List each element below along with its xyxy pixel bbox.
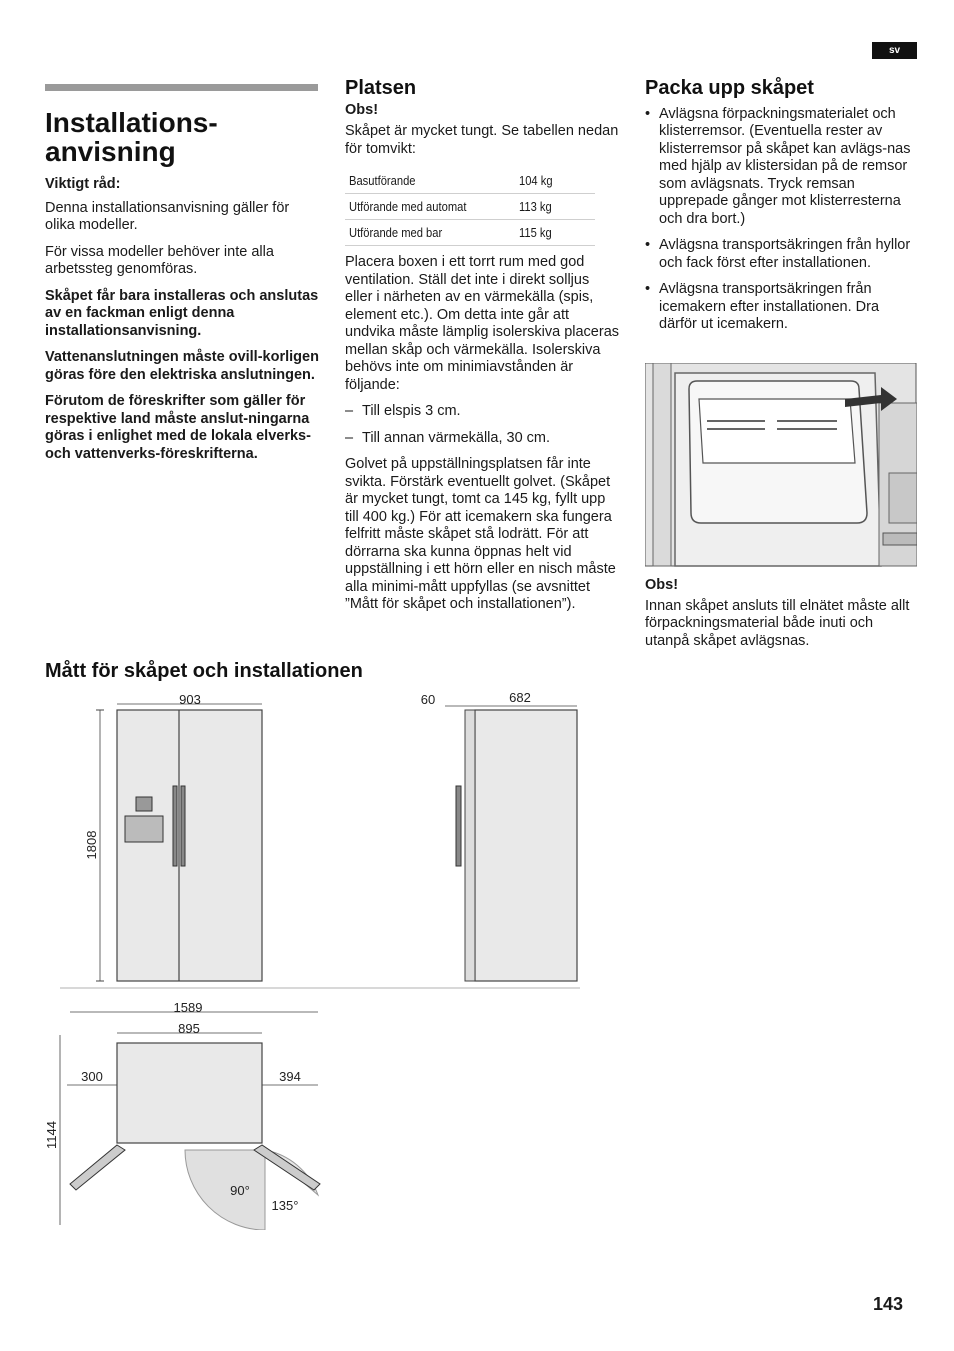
page-title-line1: Installations-	[45, 107, 218, 138]
list-item: • Avlägsna transportsäkringen från icemakern efter installationen. Dra därför ut icemakern.	[645, 281, 920, 334]
dimensions-diagram	[40, 690, 585, 1230]
icemaker-illustration	[645, 363, 917, 567]
language-tag: sv	[872, 42, 917, 59]
dim-inner-width: 895	[178, 1021, 200, 1036]
dim-width: 903	[179, 692, 201, 707]
unpack-section	[645, 77, 920, 343]
fridge-top	[117, 1043, 262, 1143]
table-row	[345, 168, 595, 194]
advice-para-2: För vissa modeller behöver inte alla arbetssteg genomföras.	[45, 243, 274, 277]
distance-list	[345, 403, 620, 447]
table-row	[345, 194, 595, 220]
dispenser-icon	[125, 816, 163, 842]
unpack-obs	[645, 577, 920, 650]
location-obs: Obs!	[345, 101, 379, 118]
table-cell-value: 104 kg	[519, 172, 553, 188]
advice-para-1: Denna installationsanvisning gäller för olika modeller.	[45, 199, 290, 233]
weight-table	[345, 168, 595, 246]
dim-depth: 682	[509, 690, 531, 705]
location-para-2: Golvet på uppställningsplatsen får inte svikta. Förstärk eventuellt golvet. (Skåpet är mycket tungt, tomt ca 145 kg, fyllt upp till 400 kg.) För att icemakern ska fungera felfritt måste skåpet stå lodrätt. För att dörrarna ska kunna öppnas helt vid uppställning i ett hörn eller en nisch måste alla minimi-mått uppfyllas (se avsnittet ”Mått för skåpet och installationen”).	[345, 456, 616, 612]
dim-gap: 60	[420, 692, 436, 707]
dimensions-heading: Mått för skåpet och installationen	[45, 660, 363, 682]
unpack-obs-label: Obs!	[645, 577, 679, 593]
important-heading: Viktigt råd:	[45, 176, 121, 192]
page-title-line2: anvisning	[45, 136, 176, 167]
location-section	[345, 77, 620, 614]
table-cell-value: 113 kg	[519, 198, 552, 214]
list-item: • Avlägsna förpackningsmaterialet och klisterremsor. (Eventuella rester av klisterremsor på skåpet kan avlägs-nas med hjälp av klistersidan på de remsor som avlägsnats. Tryck remsan upprepade gånger mot klisterresterna och dra bort.)	[645, 106, 920, 229]
unpack-heading: Packa upp skåpet	[645, 77, 814, 99]
dim-total-width: 1589	[173, 1000, 203, 1015]
angle-135: 135°	[271, 1198, 299, 1213]
dim-open-depth: 1144	[44, 1121, 59, 1149]
important-advice-column	[45, 176, 320, 472]
advice-bold-2: Vattenanslutningen måste ovill-korligen göras före den elektriska anslutningen.	[45, 349, 319, 383]
fridge-side	[475, 710, 577, 981]
dim-right-clearance: 394	[279, 1069, 301, 1084]
fridge-front	[117, 710, 262, 981]
list-item: – Till elspis 3 cm.	[345, 403, 620, 421]
table-cell-label: Basutförande	[349, 172, 416, 188]
dim-left-clearance: 300	[81, 1069, 103, 1084]
location-heading: Platsen	[345, 77, 417, 99]
location-intro: Skåpet är mycket tungt. Se tabellen nedan för tomvikt:	[345, 123, 619, 157]
advice-bold-3: Förutom de föreskrifter som gäller för respektive land måste anslut-ningarna göras i enlighet med de lokala elverks- och vattenverks-föreskrifterna.	[45, 393, 311, 462]
list-item: – Till annan värmekälla, 30 cm.	[345, 430, 620, 448]
dim-height: 1808	[84, 830, 99, 860]
location-para-1: Placera boxen i ett torrt rum med god ventilation. Ställ det inte i direkt solljus eller i närheten av en värmekälla (spis, element etc.). Om detta inte går att undvika måste lämplig isolerskiva placeras mellan skåp och värmekälla. Isolerskiva behövs inte om minimiavstånden är följande:	[345, 254, 620, 393]
table-row	[345, 220, 595, 246]
unpack-list	[645, 106, 920, 334]
table-cell-value: 115 kg	[519, 224, 552, 240]
table-cell-label: Utförande med bar	[349, 224, 443, 240]
title-rule	[45, 84, 318, 91]
list-item: • Avlägsna transportsäkringen från hyllor och fack först efter installationen.	[645, 237, 920, 272]
angle-90: 90°	[230, 1183, 250, 1198]
table-cell-label: Utförande med automat	[349, 198, 467, 214]
page-number: 143	[873, 1294, 904, 1314]
advice-bold-1: Skåpet får bara installeras och anslutas av en fackman enligt denna installationsanvisning.	[45, 287, 319, 339]
page-title	[45, 108, 218, 166]
unpack-obs-text: Innan skåpet ansluts till elnätet måste allt förpackningsmaterial både inuti och utanpå skåpet avlägsnas.	[645, 597, 910, 649]
